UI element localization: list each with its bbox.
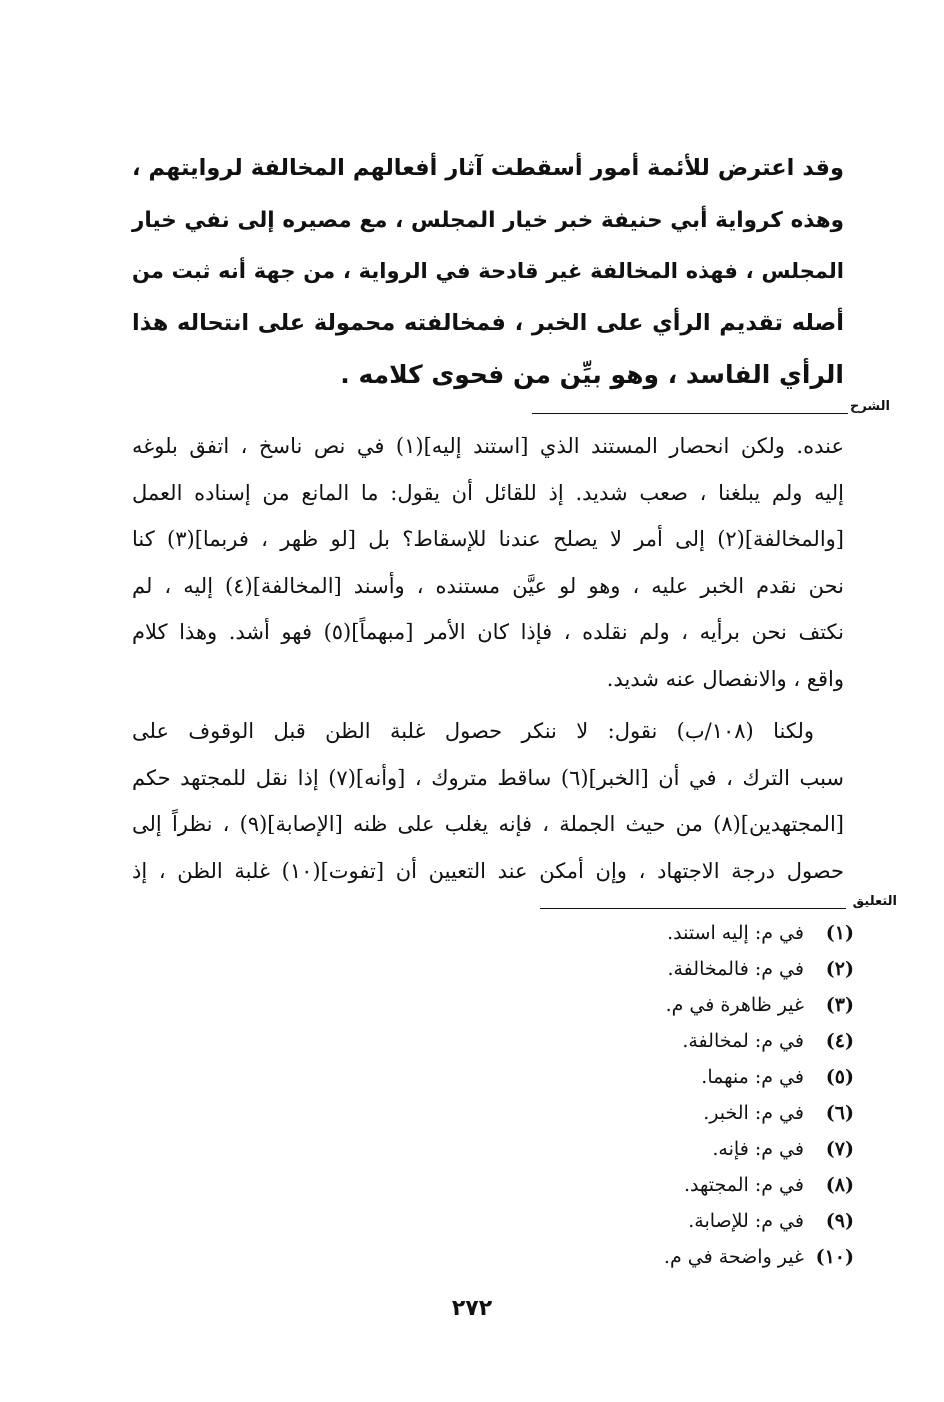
footnote-text: في م: فإنه. <box>712 1138 804 1160</box>
sharh-line: إليه ولم يبلغنا ، صعب شديد. إذ للقائل أن يقول: ما المانع من إسناده العمل <box>132 480 844 505</box>
sharh-text-block <box>132 423 844 894</box>
footnote-text: في م: إليه استند. <box>667 922 804 944</box>
footnote-text: في م: للإصابة. <box>688 1210 804 1232</box>
sharh-line: واقع ، والانفصال عنه شديد. <box>606 666 844 691</box>
footnote <box>664 1023 854 1059</box>
footnote-text: غير ظاهرة في م. <box>665 994 804 1016</box>
taliq-divider <box>540 908 846 909</box>
sharh-line: [والمخالفة](٢) إلى أمر لا يصلح عندنا للإسقاط؟ بل [لو ظهر ، فربما](٣) كنا <box>132 527 844 551</box>
footnote <box>664 915 854 951</box>
sharh-section-label: الشرح <box>849 399 890 414</box>
footnotes-list <box>664 915 854 1275</box>
footnote <box>664 1203 854 1239</box>
taliq-section-label: التعليق <box>852 894 897 909</box>
footnote-number: (٤) <box>825 1030 854 1052</box>
sharh-line: نحن نقدم الخبر عليه ، وهو لو عيَّن مستنده ، وأسند [المخالفة](٤) إليه ، لم <box>132 573 844 598</box>
footnote <box>664 987 854 1023</box>
footnote-number: (٥) <box>825 1066 854 1088</box>
footnote-number: (٢) <box>825 958 854 980</box>
footnote-text: في م: الخبر. <box>703 1102 804 1124</box>
footnote <box>664 1095 854 1131</box>
sharh-line: [المجتهدين](٨) من حيث الجملة ، فإنه يغلب على ظنه [الإصابة](٩) ، نظراً إلى <box>132 812 844 836</box>
sharh-line: ولكنا (١٠٨/ب) نقول: لا ننكر حصول غلبة الظن قبل الوقوف على <box>132 719 814 743</box>
sharh-line: سبب الترك ، في أن [الخبر](٦) ساقط متروك ، [وأنه](٧) إذا نقل للمجتهد حكم <box>132 765 845 790</box>
footnote <box>664 1239 854 1275</box>
sharh-line: نكتف نحن برأيه ، ولم نقلده ، فإذا كان الأمر [مبهماً](٥) فهو أشد. وهذا كلام <box>132 620 844 644</box>
footnote <box>664 1131 854 1167</box>
footnote-number: (٧) <box>825 1138 854 1160</box>
footnote <box>664 1167 854 1203</box>
page-number: ٢٧٢ <box>451 1296 493 1321</box>
footnote-text: في م: فالمخالفة. <box>667 958 804 980</box>
footnote <box>664 1059 854 1095</box>
footnote-number: (٦) <box>825 1102 854 1124</box>
footnote <box>664 951 854 987</box>
matn-text-block <box>132 143 844 401</box>
footnote-text: غير واضحة في م. <box>663 1246 804 1268</box>
sharh-line: حصول درجة الاجتهاد ، وإن أمكن عند التعيين أن [تفوت](١٠) غلبة الظن ، إذ <box>132 858 844 883</box>
matn-line: وقد اعترض للأئمة أمور أسقطت آثار أفعالهم المخالفة لروايتهم ، <box>132 155 844 181</box>
footnote-number: (٩) <box>825 1210 854 1232</box>
footnote-number: (٣) <box>825 994 854 1016</box>
footnote-number: (١) <box>825 922 854 944</box>
matn-line: الرأي الفاسد ، وهو بيِّن من فحوى كلامه . <box>340 360 844 389</box>
footnote-number: (١٠) <box>815 1246 854 1268</box>
matn-line: المجلس ، فهذه المخالفة غير قادحة في الرواية ، من جهة أنه ثبت من <box>132 259 844 283</box>
footnote-number: (٨) <box>825 1174 854 1196</box>
sharh-divider <box>532 413 848 414</box>
footnote-text: في م: لمخالفة. <box>682 1030 804 1052</box>
footnote-text: في م: منهما. <box>701 1066 804 1088</box>
footnote-text: في م: المجتهد. <box>683 1174 804 1196</box>
matn-line: وهذه كرواية أبي حنيفة خبر خيار المجلس ، مع مصيره إلى نفي خيار <box>132 207 844 233</box>
matn-line: أصله تقديم الرأي على الخبر ، فمخالفته محمولة على انتحاله هذا <box>132 309 844 336</box>
sharh-line: عنده. ولكن انحصار المستند الذي [استند إليه](١) في نص ناسخ ، اتفق بلوغه <box>132 434 844 458</box>
